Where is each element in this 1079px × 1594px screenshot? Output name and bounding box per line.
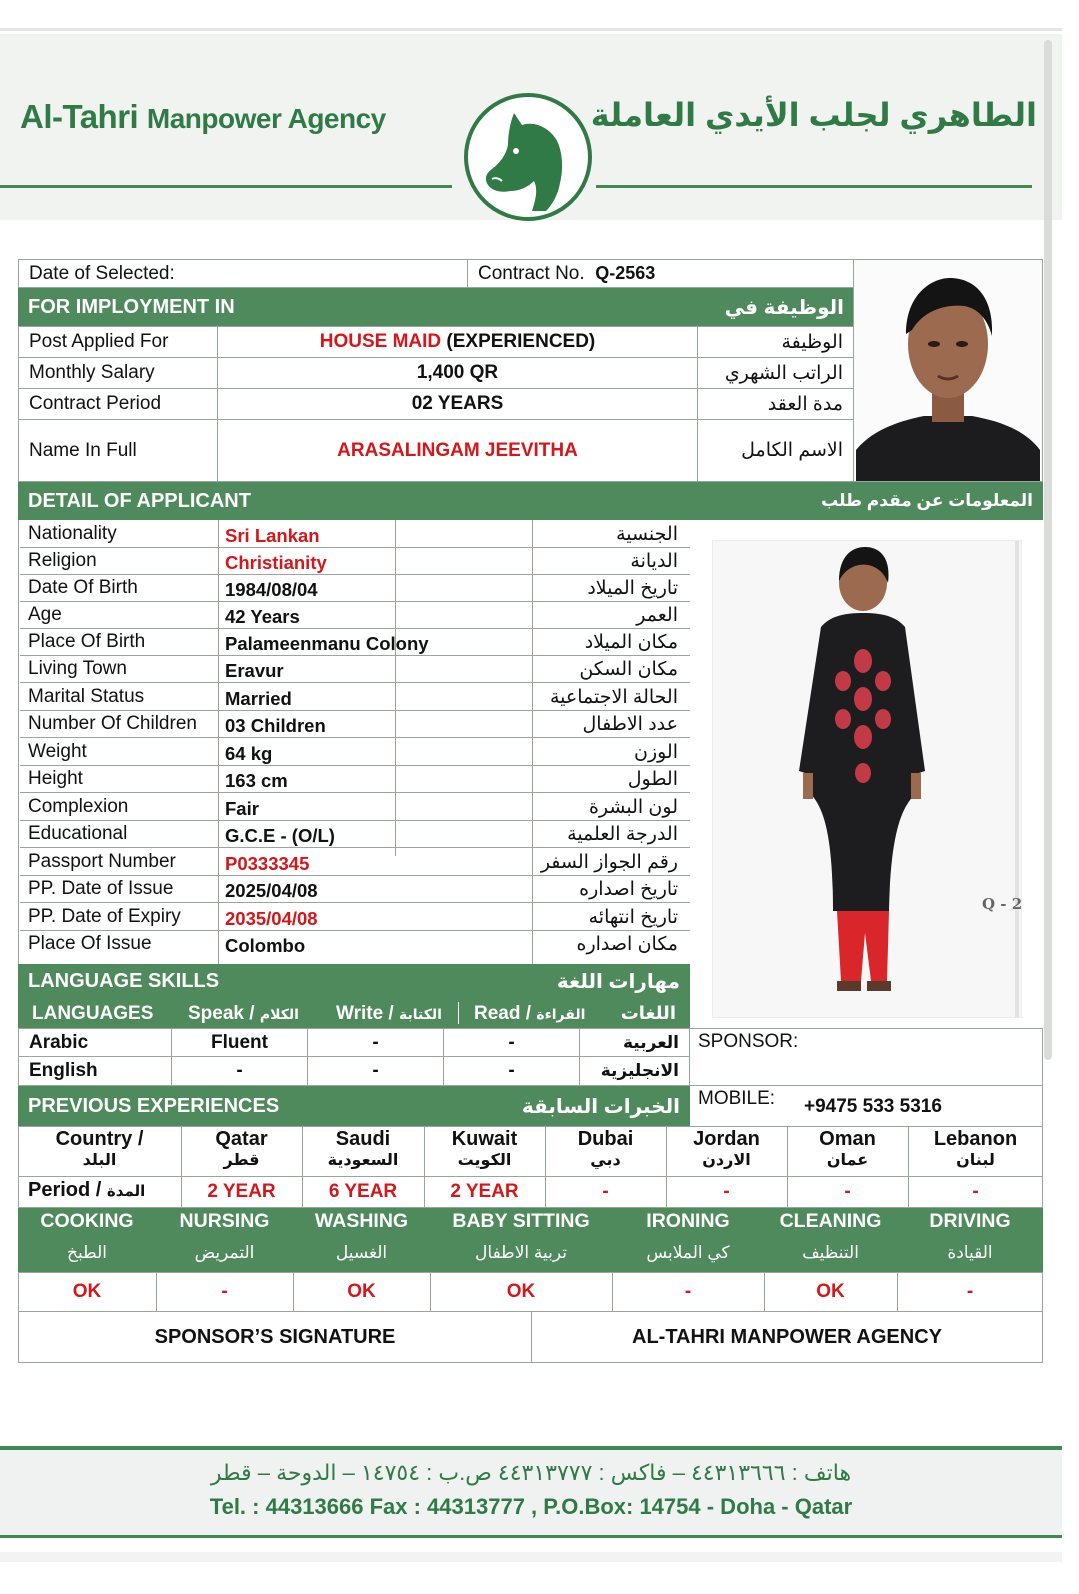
detail-label: Living Town — [28, 658, 127, 679]
lang-speak: Fluent — [211, 1031, 268, 1053]
col-read: Read / — [474, 1003, 532, 1024]
detail-ar: الحالة الاجتماعية — [550, 687, 678, 708]
country-name-ar: قطر — [223, 1152, 260, 1169]
mobile-label: MOBILE: — [698, 1088, 776, 1109]
detail-value: Married — [225, 688, 292, 709]
period-label-ar: المدة — [106, 1183, 146, 1200]
lang-write: - — [372, 1060, 379, 1081]
employment-title: FOR IMPLOYMENT IN — [28, 295, 235, 318]
detail-ar: الوزن — [633, 742, 678, 763]
lang-arabic-write — [307, 1028, 444, 1057]
detail-value: 2025/04/08 — [225, 880, 318, 901]
period-row-label — [28, 1179, 145, 1202]
detail-label: Place Of Birth — [28, 631, 146, 652]
period-lebanon: - — [972, 1181, 979, 1202]
name-ar-cell — [697, 419, 854, 482]
detail-row-place-of-birth — [20, 629, 690, 656]
salary-ar: الراتب الشهري — [724, 362, 843, 384]
page-edge — [0, 28, 1062, 31]
country-label-cell — [18, 1126, 181, 1176]
country-label-ar: البلد — [82, 1152, 117, 1169]
skill-cleaning — [764, 1208, 897, 1272]
detail-row-complexion — [20, 794, 690, 821]
brand-name-ar: الطاهري لجلب الأيدي العاملة — [590, 97, 1037, 133]
footer-contact-ar: هاتف : ٤٤٣١٣٦٦٦ – فاكس : ٤٤٣١٣٧٧٧ ص.ب : ١٤٧٥٤ – الدوحة – قطر — [210, 1460, 852, 1485]
sponsor-cell — [689, 1028, 1043, 1086]
detail-row-place-of-issue — [20, 931, 690, 958]
lang-name: Arabic — [29, 1031, 89, 1053]
period-label-cell — [18, 388, 218, 420]
skill-name-ar: كي الملابس — [646, 1243, 730, 1262]
full-name: ARASALINGAM JEEVITHA — [337, 439, 578, 461]
salary-value-cell — [217, 357, 698, 389]
col-read-ar: القراءة — [536, 1006, 586, 1022]
country-name-ar: الكويت — [457, 1152, 512, 1169]
footer-contact-en: Tel. : 44313666 Fax : 44313777 , P.O.Box: 14754 - Doha - Qatar — [209, 1494, 853, 1519]
country-label: Country / — [55, 1128, 144, 1150]
country-name-ar: دبي — [590, 1152, 621, 1169]
skill-cooking — [18, 1208, 156, 1272]
country-name: Qatar — [215, 1128, 268, 1150]
detail-value: 2035/04/08 — [225, 908, 318, 929]
skill-name: COOKING — [40, 1210, 134, 1232]
country-oman — [787, 1126, 908, 1176]
country-name: Kuwait — [451, 1128, 518, 1150]
language-title-ar: مهارات اللغة — [556, 970, 680, 993]
mobile-number: +9475 533 5316 — [804, 1096, 942, 1117]
post-value: (EXPERIENCED) — [446, 331, 596, 352]
country-name: Lebanon — [933, 1128, 1018, 1150]
name-label-cell — [18, 419, 218, 482]
col-speak-ar: الكلام — [259, 1006, 299, 1022]
detail-row-dob — [20, 575, 690, 602]
applicant-title: DETAIL OF APPLICANT — [28, 489, 251, 512]
period-value-cell — [217, 388, 698, 420]
detail-label: Weight — [28, 741, 87, 762]
period-ar: مدة العقد — [767, 393, 843, 415]
mobile-cell — [689, 1085, 1043, 1127]
skill-name: WASHING — [314, 1210, 409, 1232]
lang-read: - — [508, 1060, 515, 1081]
detail-label: Educational — [28, 823, 128, 844]
detail-label: Place Of Issue — [28, 933, 152, 954]
col-languages: LANGUAGES — [32, 1003, 154, 1024]
skill-ironing — [612, 1208, 764, 1272]
detail-row-marital-status — [20, 684, 690, 711]
detail-row-children — [20, 711, 690, 738]
skill-name: BABY SITTING — [452, 1210, 590, 1232]
detail-row-religion — [20, 548, 690, 575]
lang-english-ar — [579, 1056, 690, 1086]
detail-ar: مكان السكن — [579, 659, 678, 680]
experience-header — [18, 1086, 690, 1126]
detail-value: 1984/08/04 — [225, 579, 318, 600]
divider — [458, 1002, 459, 1024]
name-ar: الاسم الكامل — [741, 440, 843, 461]
period-label: Contract Period — [29, 393, 162, 414]
skill-name: NURSING — [179, 1210, 270, 1232]
detail-ar: مكان الميلاد — [584, 632, 678, 653]
detail-ar: الديانة — [630, 551, 678, 572]
passport-photo — [854, 260, 1042, 481]
skill-name: IRONING — [646, 1210, 730, 1232]
country-name-ar: الاردن — [702, 1152, 751, 1169]
detail-value: 163 cm — [225, 770, 288, 791]
date-selected-label: Date of Selected: — [29, 262, 175, 284]
period-value: 02 YEARS — [411, 393, 504, 414]
salary-label-cell — [18, 357, 218, 389]
detail-label: Complexion — [28, 796, 129, 817]
skill-cleaning-value: OK — [816, 1281, 845, 1302]
country-jordan — [666, 1126, 787, 1176]
detail-value: 64 kg — [225, 743, 273, 764]
country-name-ar: عمان — [826, 1152, 869, 1169]
salary-ar-cell — [697, 357, 854, 389]
detail-ar: الطول — [627, 769, 678, 790]
detail-row-passport — [20, 849, 690, 876]
period-kuwait: 2 YEAR — [450, 1181, 519, 1202]
horse-logo-icon — [462, 91, 594, 223]
lang-name: English — [29, 1060, 98, 1081]
detail-label: Marital Status — [28, 686, 145, 707]
col-lang-ar: اللغات — [620, 1003, 676, 1023]
period-ar-cell — [697, 388, 854, 420]
header-rule-left — [0, 185, 452, 188]
detail-ar: الجنسية — [616, 524, 678, 545]
sponsor-signature: SPONSOR’S SIGNATURE — [154, 1325, 396, 1348]
skill-name-ar: تربية الاطفال — [475, 1243, 567, 1262]
detail-value: P0333345 — [225, 853, 310, 874]
skill-name: CLEANING — [779, 1210, 882, 1232]
lang-ar: العربية — [622, 1032, 679, 1052]
detail-value: 42 Years — [225, 606, 300, 627]
col-speak: Speak / — [188, 1003, 255, 1024]
skill-name-ar: التنظيف — [802, 1243, 859, 1262]
sponsor-signature-cell — [18, 1311, 532, 1363]
country-qatar — [181, 1126, 302, 1176]
post-ar: الوظيفة — [781, 331, 843, 353]
footer — [0, 1446, 1062, 1538]
country-name-ar: لبنان — [956, 1152, 995, 1169]
brand-name-en — [20, 98, 386, 136]
detail-ar: عدد الاطفال — [582, 714, 678, 735]
employment-title-ar: الوظيفة في — [724, 296, 844, 319]
detail-label: Religion — [28, 550, 97, 571]
detail-ar: الدرجة العلمية — [567, 824, 678, 845]
post-label-cell — [18, 326, 218, 358]
applicant-title-ar: المعلومات عن مقدم طلب — [821, 491, 1033, 510]
detail-label: PP. Date of Issue — [28, 878, 174, 899]
detail-value: Sri Lankan — [225, 525, 320, 546]
detail-row-issue-date — [20, 876, 690, 903]
lang-english — [18, 1056, 172, 1086]
detail-value: Colombo — [225, 935, 306, 956]
post-label: Post Applied For — [29, 331, 169, 352]
skill-driving — [897, 1208, 1043, 1272]
skill-baby-sitting — [430, 1208, 612, 1272]
detail-label: PP. Date of Expiry — [28, 906, 181, 927]
country-lebanon — [908, 1126, 1043, 1176]
lang-ar: الانجليزية — [600, 1061, 679, 1080]
skill-name-ar: الطبخ — [67, 1243, 107, 1262]
post-ar-cell — [697, 326, 854, 358]
detail-label: Age — [28, 604, 62, 625]
detail-label: Height — [28, 768, 83, 789]
detail-ar: مكان اصداره — [576, 934, 678, 955]
detail-value: Eravur — [225, 660, 284, 681]
country-name: Oman — [819, 1128, 876, 1150]
applicant-header — [18, 482, 1043, 520]
skill-washing — [293, 1208, 430, 1272]
agency-signature-cell — [531, 1311, 1043, 1363]
skill-baby-sitting-value: OK — [506, 1281, 536, 1302]
country-name-ar: السعودية — [327, 1152, 399, 1169]
detail-label: Date Of Birth — [28, 577, 138, 598]
detail-value: Palameenmanu Colony — [225, 633, 429, 654]
country-name: Saudi — [335, 1128, 391, 1150]
name-value-cell — [217, 419, 698, 482]
period-qatar: 2 YEAR — [207, 1181, 276, 1202]
full-body-photo — [712, 540, 1022, 1018]
employment-header — [18, 288, 854, 326]
period-jordan: - — [723, 1181, 730, 1202]
skill-name-ar: الغسيل — [335, 1243, 388, 1262]
photo-tag: Q - 2 — [982, 895, 1023, 913]
period-saudi: 6 YEAR — [328, 1181, 398, 1202]
brand-main: Al-Tahri — [20, 98, 139, 135]
country-kuwait — [424, 1126, 545, 1176]
detail-ar: رقم الجواز السفر — [540, 852, 678, 873]
period-label: Period / — [28, 1179, 102, 1201]
detail-ar: تاريخ الميلاد — [587, 578, 678, 599]
skill-washing-value: OK — [347, 1281, 376, 1302]
col-write: Write / — [336, 1003, 394, 1024]
experience-title-ar: الخبرات السابقة — [521, 1095, 680, 1118]
detail-ar: تاريخ اصداره — [579, 879, 678, 900]
skill-nursing-value: - — [221, 1281, 228, 1302]
left-border — [18, 520, 19, 966]
detail-value: Christianity — [225, 552, 327, 573]
skill-driving-value: - — [966, 1281, 974, 1302]
post-value-cell — [217, 326, 698, 358]
col-write-ar: الكتابة — [399, 1006, 442, 1022]
divider — [18, 1176, 1043, 1177]
language-header — [18, 964, 690, 998]
contract-number: Q-2563 — [595, 263, 656, 283]
passport-photo-frame — [853, 259, 1043, 482]
date-selected-cell — [18, 259, 468, 288]
lang-english-read — [443, 1056, 580, 1086]
name-label: Name In Full — [29, 439, 137, 461]
lang-arabic-ar — [579, 1028, 690, 1057]
post-value-highlight: HOUSE MAID — [319, 331, 442, 352]
experience-title: PREVIOUS EXPERIENCES — [28, 1094, 280, 1117]
detail-label: Number Of Children — [28, 713, 197, 734]
detail-label: Passport Number — [28, 851, 176, 872]
detail-row-living-town — [20, 656, 690, 683]
skill-nursing — [156, 1208, 293, 1272]
detail-ar: العمر — [636, 605, 678, 626]
lang-english-speak — [171, 1056, 308, 1086]
lang-write: - — [372, 1031, 379, 1053]
lang-speak: - — [236, 1060, 243, 1081]
detail-row-age — [20, 602, 690, 629]
skill-name-ar: التمريض — [194, 1243, 255, 1262]
detail-row-expiry-date — [20, 904, 690, 931]
detail-value: G.C.E - (O/L) — [225, 825, 335, 846]
language-columns-header — [18, 998, 690, 1028]
detail-row-education — [20, 821, 690, 848]
contract-label: Contract No. — [478, 262, 585, 284]
detail-value: Fair — [225, 798, 259, 819]
lang-arabic-read — [443, 1028, 580, 1057]
agency-signature: AL-TAHRI MANPOWER AGENCY — [632, 1325, 942, 1348]
country-saudi — [302, 1126, 424, 1176]
salary-label: Monthly Salary — [29, 362, 155, 383]
lang-arabic-speak — [171, 1028, 308, 1057]
sponsor-label: SPONSOR: — [698, 1031, 799, 1052]
salary-value: 1,400 QR — [416, 362, 499, 383]
detail-ar: تاريخ انتهائه — [588, 907, 678, 928]
contract-cell — [467, 259, 854, 288]
country-name: Jordan — [693, 1128, 760, 1150]
brand-sub: Manpower Agency — [146, 103, 386, 134]
lang-arabic — [18, 1028, 172, 1057]
lang-english-write — [307, 1056, 444, 1086]
period-dubai: - — [602, 1181, 609, 1202]
detail-row-nationality — [20, 521, 690, 548]
header-rule-right — [596, 185, 1032, 188]
detail-value: 03 Children — [225, 715, 326, 736]
country-name: Dubai — [577, 1128, 634, 1150]
skill-ironing-value: - — [684, 1281, 692, 1302]
lang-read: - — [508, 1031, 515, 1053]
skill-cooking-value: OK — [72, 1281, 102, 1302]
skill-name: DRIVING — [929, 1210, 1011, 1232]
page-edge — [0, 1552, 1062, 1562]
detail-label: Nationality — [28, 523, 117, 544]
country-dubai — [545, 1126, 666, 1176]
language-title: LANGUAGE SKILLS — [28, 969, 220, 992]
skill-name-ar: القيادة — [947, 1243, 993, 1262]
detail-row-height — [20, 766, 690, 793]
detail-row-weight — [20, 739, 690, 766]
full-body-figure — [713, 541, 1021, 1017]
scrollbar[interactable] — [1044, 40, 1052, 1060]
period-oman: - — [844, 1181, 851, 1202]
detail-ar: لون البشرة — [588, 797, 678, 818]
